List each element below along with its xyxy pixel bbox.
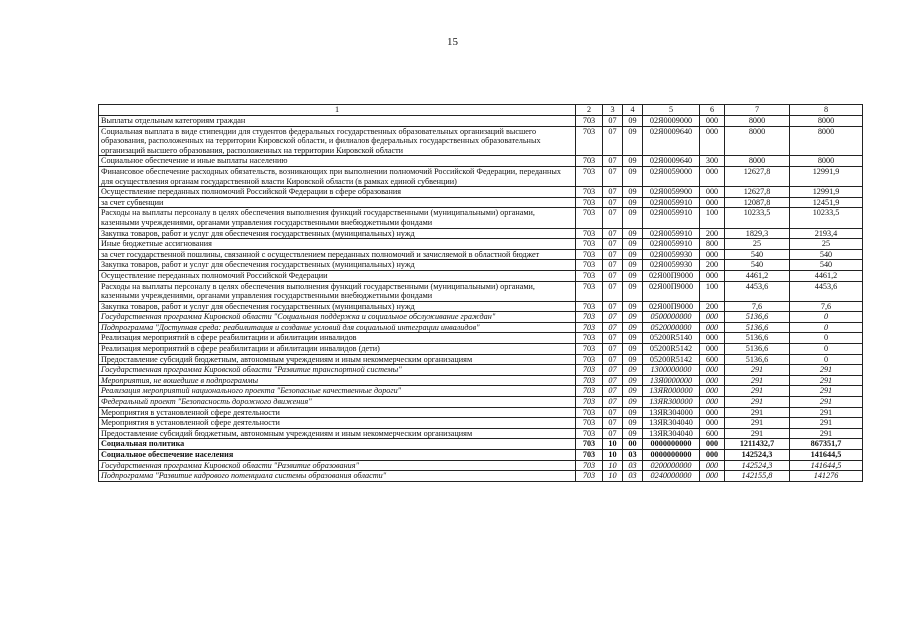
expense-type-cell: 000 [700,322,725,333]
amount-year2-cell: 291 [790,375,863,386]
amount-year2-cell: 291 [790,428,863,439]
amount-year2-cell: 4453,6 [790,281,863,301]
target-article-cell: 02Я0009000 [643,116,700,127]
subsection-cell: 09 [623,407,643,418]
subsection-cell: 09 [623,166,643,186]
subsection-cell: 09 [623,301,643,312]
column-header-3: 3 [603,105,623,116]
expense-type-cell: 200 [700,260,725,271]
amount-year2-cell: 291 [790,407,863,418]
amount-year1-cell: 291 [725,428,790,439]
expense-type-cell: 000 [700,344,725,355]
item-name-cell: Осуществление переданных полномочий Российской Федерации [99,270,576,281]
admin-code-cell: 703 [576,301,603,312]
expense-type-cell: 000 [700,126,725,156]
table-row [99,460,863,471]
subsection-cell: 09 [623,365,643,376]
target-article-cell: 02Я00П9000 [643,301,700,312]
admin-code-cell: 703 [576,386,603,397]
amount-year1-cell: 8000 [725,126,790,156]
amount-year2-cell: 2193,4 [790,228,863,239]
amount-year2-cell: 291 [790,365,863,376]
target-article-cell: 13ЯR304040 [643,428,700,439]
subsection-cell: 09 [623,397,643,408]
section-cell: 10 [603,471,623,482]
admin-code-cell: 703 [576,312,603,323]
subsection-cell: 03 [623,460,643,471]
amount-year2-cell: 4461,2 [790,270,863,281]
admin-code-cell: 703 [576,397,603,408]
section-cell: 07 [603,197,623,208]
amount-year1-cell: 540 [725,260,790,271]
amount-year1-cell: 5136,6 [725,322,790,333]
section-cell: 07 [603,126,623,156]
section-cell: 07 [603,166,623,186]
section-cell: 07 [603,418,623,429]
table-row [99,312,863,323]
admin-code-cell: 703 [576,187,603,198]
table-row [99,156,863,167]
admin-code-cell: 703 [576,126,603,156]
section-cell: 07 [603,239,623,250]
subsection-cell: 09 [623,197,643,208]
subsection-cell: 09 [623,333,643,344]
section-cell: 07 [603,312,623,323]
amount-year2-cell: 540 [790,249,863,260]
admin-code-cell: 703 [576,344,603,355]
admin-code-cell: 703 [576,439,603,450]
admin-code-cell: 703 [576,239,603,250]
subsection-cell: 09 [623,126,643,156]
amount-year1-cell: 1211432,7 [725,439,790,450]
column-header-7: 7 [725,105,790,116]
subsection-cell: 03 [623,450,643,461]
subsection-cell: 09 [623,228,643,239]
section-cell: 07 [603,187,623,198]
amount-year1-cell: 142524,3 [725,460,790,471]
amount-year2-cell: 0 [790,344,863,355]
table-row [99,386,863,397]
table-row [99,187,863,198]
section-cell: 07 [603,281,623,301]
admin-code-cell: 703 [576,333,603,344]
item-name-cell: Расходы на выплаты персоналу в целях обеспечения выполнения функций государственными (муниципальными) органами, казенными учреждениями, органами управления государственными внебюджетными фондами [99,208,576,228]
amount-year2-cell: 7,6 [790,301,863,312]
admin-code-cell: 703 [576,375,603,386]
subsection-cell: 09 [623,239,643,250]
expense-type-cell: 000 [700,116,725,127]
amount-year1-cell: 1829,3 [725,228,790,239]
table-row [99,270,863,281]
table-row [99,439,863,450]
table-row [99,208,863,228]
subsection-cell: 09 [623,386,643,397]
amount-year1-cell: 4453,6 [725,281,790,301]
amount-year2-cell: 12991,9 [790,187,863,198]
item-name-cell: Реализация мероприятий национального проекта "Безопасные качественные дороги" [99,386,576,397]
expense-type-cell: 300 [700,156,725,167]
admin-code-cell: 703 [576,228,603,239]
amount-year1-cell: 12087,8 [725,197,790,208]
section-cell: 07 [603,301,623,312]
target-article-cell: 02Я0059910 [643,208,700,228]
amount-year1-cell: 5136,6 [725,354,790,365]
target-article-cell: 0000000000 [643,439,700,450]
subsection-cell: 09 [623,428,643,439]
table-row [99,249,863,260]
admin-code-cell: 703 [576,156,603,167]
subsection-cell: 09 [623,270,643,281]
table-row [99,228,863,239]
target-article-cell: 02Я0059900 [643,187,700,198]
target-article-cell: 02Я0059930 [643,249,700,260]
admin-code-cell: 703 [576,166,603,186]
item-name-cell: Подпрограмма "Развитие кадрового потенциала системы образования области" [99,471,576,482]
expense-type-cell: 000 [700,333,725,344]
amount-year1-cell: 142155,8 [725,471,790,482]
amount-year2-cell: 25 [790,239,863,250]
amount-year2-cell: 12991,9 [790,166,863,186]
target-article-cell: 0200000000 [643,460,700,471]
expense-type-cell: 600 [700,428,725,439]
section-cell: 07 [603,354,623,365]
amount-year2-cell: 291 [790,386,863,397]
expense-type-cell: 000 [700,249,725,260]
amount-year2-cell: 291 [790,397,863,408]
table-row [99,365,863,376]
target-article-cell: 02Я0009640 [643,126,700,156]
item-name-cell: Подпрограмма "Доступная среда: реабилитация и создание условий для социальной интеграции инвалидов" [99,322,576,333]
table-row [99,407,863,418]
section-cell: 07 [603,333,623,344]
subsection-cell: 09 [623,116,643,127]
expense-type-cell: 600 [700,354,725,365]
amount-year2-cell: 0 [790,354,863,365]
item-name-cell: Закупка товаров, работ и услуг для обеспечения государственных (муниципальных) нужд [99,228,576,239]
subsection-cell: 09 [623,344,643,355]
item-name-cell: Мероприятия в установленной сфере деятельности [99,418,576,429]
item-name-cell: Социальная политика [99,439,576,450]
item-name-cell: Выплаты отдельным категориям граждан [99,116,576,127]
target-article-cell: 0000000000 [643,450,700,461]
target-article-cell: 05200R5140 [643,333,700,344]
item-name-cell: за счет государственной пошлины, связанной с осуществлением переданных полномочий и зачисляемой в областной бюджет [99,249,576,260]
item-name-cell: Реализация мероприятий в сфере реабилитации и абилитации инвалидов (дети) [99,344,576,355]
target-article-cell: 02Я00П9000 [643,270,700,281]
item-name-cell: Расходы на выплаты персоналу в целях обеспечения выполнения функций государственными (муниципальными) органами, казенными учреждениями, органами управления государственными внебюджетными фондами [99,281,576,301]
admin-code-cell: 703 [576,428,603,439]
section-cell: 10 [603,460,623,471]
item-name-cell: Предоставление субсидий бюджетным, автономным учреждениям и иным некоммерческим организациям [99,428,576,439]
page-number: 15 [447,36,458,48]
target-article-cell: 0500000000 [643,312,700,323]
expense-type-cell: 000 [700,166,725,186]
target-article-cell: 02Я0009640 [643,156,700,167]
subsection-cell: 00 [623,439,643,450]
section-cell: 07 [603,208,623,228]
amount-year1-cell: 5136,6 [725,312,790,323]
expense-type-cell: 000 [700,418,725,429]
target-article-cell: 1300000000 [643,365,700,376]
amount-year2-cell: 8000 [790,116,863,127]
admin-code-cell: 703 [576,249,603,260]
section-cell: 07 [603,375,623,386]
expense-type-cell: 000 [700,312,725,323]
table-row [99,450,863,461]
amount-year2-cell: 0 [790,322,863,333]
target-article-cell: 02Я00П9000 [643,281,700,301]
amount-year2-cell: 291 [790,418,863,429]
section-cell: 07 [603,407,623,418]
amount-year2-cell: 0 [790,312,863,323]
table-row [99,375,863,386]
subsection-cell: 09 [623,208,643,228]
item-name-cell: Государственная программа Кировской области "Социальная поддержка и социальное обслуживание граждан" [99,312,576,323]
subsection-cell: 09 [623,281,643,301]
subsection-cell: 09 [623,156,643,167]
amount-year2-cell: 141644,5 [790,460,863,471]
budget-table [98,104,863,482]
amount-year1-cell: 25 [725,239,790,250]
table-header-row [99,105,863,116]
item-name-cell: Предоставление субсидий бюджетным, автономным учреждениям и иным некоммерческим организациям [99,354,576,365]
amount-year2-cell: 141276 [790,471,863,482]
amount-year1-cell: 291 [725,397,790,408]
table-row [99,418,863,429]
amount-year2-cell: 141644,5 [790,450,863,461]
amount-year1-cell: 540 [725,249,790,260]
expense-type-cell: 000 [700,407,725,418]
amount-year1-cell: 291 [725,407,790,418]
section-cell: 10 [603,450,623,461]
expense-type-cell: 000 [700,375,725,386]
expense-type-cell: 800 [700,239,725,250]
table-row [99,397,863,408]
amount-year2-cell: 8000 [790,126,863,156]
item-name-cell: Осуществление переданных полномочий Российской Федерации в сфере образования [99,187,576,198]
target-article-cell: 13ЯR304040 [643,418,700,429]
column-header-6: 6 [700,105,725,116]
subsection-cell: 09 [623,187,643,198]
section-cell: 07 [603,260,623,271]
expense-type-cell: 100 [700,208,725,228]
expense-type-cell: 000 [700,439,725,450]
target-article-cell: 02Я0059910 [643,197,700,208]
item-name-cell: Государственная программа Кировской области "Развитие образования" [99,460,576,471]
expense-type-cell: 100 [700,281,725,301]
target-article-cell: 02Я0059910 [643,239,700,250]
item-name-cell: Финансовое обеспечение расходных обязательств, возникающих при выполнении полномочий Российской Федерации, переданных для осуществления органам государственной власти Кировской области (в рамках единой субвенции) [99,166,576,186]
amount-year1-cell: 10233,5 [725,208,790,228]
column-header-5: 5 [643,105,700,116]
subsection-cell: 09 [623,249,643,260]
item-name-cell: Государственная программа Кировской области "Развитие транспортной системы" [99,365,576,376]
column-header-1: 1 [99,105,576,116]
table-row [99,166,863,186]
section-cell: 07 [603,116,623,127]
amount-year1-cell: 5136,6 [725,333,790,344]
section-cell: 07 [603,397,623,408]
table-row [99,471,863,482]
target-article-cell: 13ЯR000000 [643,386,700,397]
expense-type-cell: 000 [700,471,725,482]
section-cell: 07 [603,344,623,355]
table-row [99,344,863,355]
table-row [99,301,863,312]
table-row [99,322,863,333]
target-article-cell: 05200R5142 [643,344,700,355]
amount-year1-cell: 291 [725,418,790,429]
column-header-2: 2 [576,105,603,116]
amount-year1-cell: 291 [725,375,790,386]
admin-code-cell: 703 [576,354,603,365]
item-name-cell: Закупка товаров, работ и услуг для обеспечения государственных (муниципальных) нужд [99,301,576,312]
subsection-cell: 09 [623,418,643,429]
subsection-cell: 09 [623,322,643,333]
admin-code-cell: 703 [576,197,603,208]
table-row [99,428,863,439]
table-row [99,260,863,271]
amount-year2-cell: 12451,9 [790,197,863,208]
section-cell: 07 [603,249,623,260]
expense-type-cell: 000 [700,197,725,208]
target-article-cell: 0240000000 [643,471,700,482]
expense-type-cell: 000 [700,386,725,397]
target-article-cell: 13ЯR300000 [643,397,700,408]
amount-year1-cell: 4461,2 [725,270,790,281]
item-name-cell: Иные бюджетные ассигнования [99,239,576,250]
admin-code-cell: 703 [576,116,603,127]
admin-code-cell: 703 [576,270,603,281]
admin-code-cell: 703 [576,365,603,376]
admin-code-cell: 703 [576,471,603,482]
subsection-cell: 09 [623,375,643,386]
amount-year2-cell: 10233,5 [790,208,863,228]
amount-year1-cell: 7,6 [725,301,790,312]
item-name-cell: Реализация мероприятий в сфере реабилитации и абилитации инвалидов [99,333,576,344]
column-header-8: 8 [790,105,863,116]
table-row [99,354,863,365]
admin-code-cell: 703 [576,450,603,461]
amount-year1-cell: 5136,6 [725,344,790,355]
amount-year2-cell: 0 [790,333,863,344]
target-article-cell: 05200R5142 [643,354,700,365]
amount-year2-cell: 8000 [790,156,863,167]
section-cell: 07 [603,228,623,239]
amount-year1-cell: 291 [725,365,790,376]
section-cell: 07 [603,156,623,167]
expense-type-cell: 000 [700,450,725,461]
item-name-cell: Социальное обеспечение и иные выплаты населению [99,156,576,167]
table-row [99,239,863,250]
admin-code-cell: 703 [576,208,603,228]
section-cell: 07 [603,322,623,333]
item-name-cell: Закупка товаров, работ и услуг для обеспечения государственных (муниципальных) нужд [99,260,576,271]
expense-type-cell: 200 [700,301,725,312]
table-row [99,281,863,301]
amount-year1-cell: 12627,8 [725,166,790,186]
amount-year2-cell: 540 [790,260,863,271]
section-cell: 07 [603,428,623,439]
amount-year1-cell: 8000 [725,116,790,127]
admin-code-cell: 703 [576,418,603,429]
expense-type-cell: 000 [700,270,725,281]
target-article-cell: 02Я0059930 [643,260,700,271]
item-name-cell: за счет субвенции [99,197,576,208]
admin-code-cell: 703 [576,407,603,418]
target-article-cell: 13ЯR304000 [643,407,700,418]
expense-type-cell: 000 [700,460,725,471]
admin-code-cell: 703 [576,281,603,301]
subsection-cell: 09 [623,312,643,323]
admin-code-cell: 703 [576,460,603,471]
target-article-cell: 02Я0059910 [643,228,700,239]
section-cell: 07 [603,365,623,376]
amount-year1-cell: 12627,8 [725,187,790,198]
column-header-4: 4 [623,105,643,116]
section-cell: 10 [603,439,623,450]
amount-year1-cell: 8000 [725,156,790,167]
item-name-cell: Мероприятия в установленной сфере деятельности [99,407,576,418]
target-article-cell: 13Я0000000 [643,375,700,386]
expense-type-cell: 000 [700,187,725,198]
table-row [99,116,863,127]
target-article-cell: 0520000000 [643,322,700,333]
expense-type-cell: 200 [700,228,725,239]
table-row [99,126,863,156]
item-name-cell: Мероприятия, не вошедшие в подпрограммы [99,375,576,386]
subsection-cell: 09 [623,354,643,365]
expense-type-cell: 000 [700,365,725,376]
item-name-cell: Федеральный проект "Безопасность дорожного движения" [99,397,576,408]
expense-type-cell: 000 [700,397,725,408]
item-name-cell: Социальная выплата в виде стипендии для студентов федеральных государственных образовательных организаций высшего образования, расположенных на территории Кировской области, и филиалов федеральных государственных образовательных организаций высшего образования, расположенных на территории Кировской области [99,126,576,156]
section-cell: 07 [603,270,623,281]
amount-year1-cell: 142524,3 [725,450,790,461]
admin-code-cell: 703 [576,260,603,271]
amount-year1-cell: 291 [725,386,790,397]
item-name-cell: Социальное обеспечение населения [99,450,576,461]
subsection-cell: 09 [623,260,643,271]
table-row [99,333,863,344]
table-row [99,197,863,208]
admin-code-cell: 703 [576,322,603,333]
subsection-cell: 03 [623,471,643,482]
section-cell: 07 [603,386,623,397]
target-article-cell: 02Я0059000 [643,166,700,186]
amount-year2-cell: 867351,7 [790,439,863,450]
